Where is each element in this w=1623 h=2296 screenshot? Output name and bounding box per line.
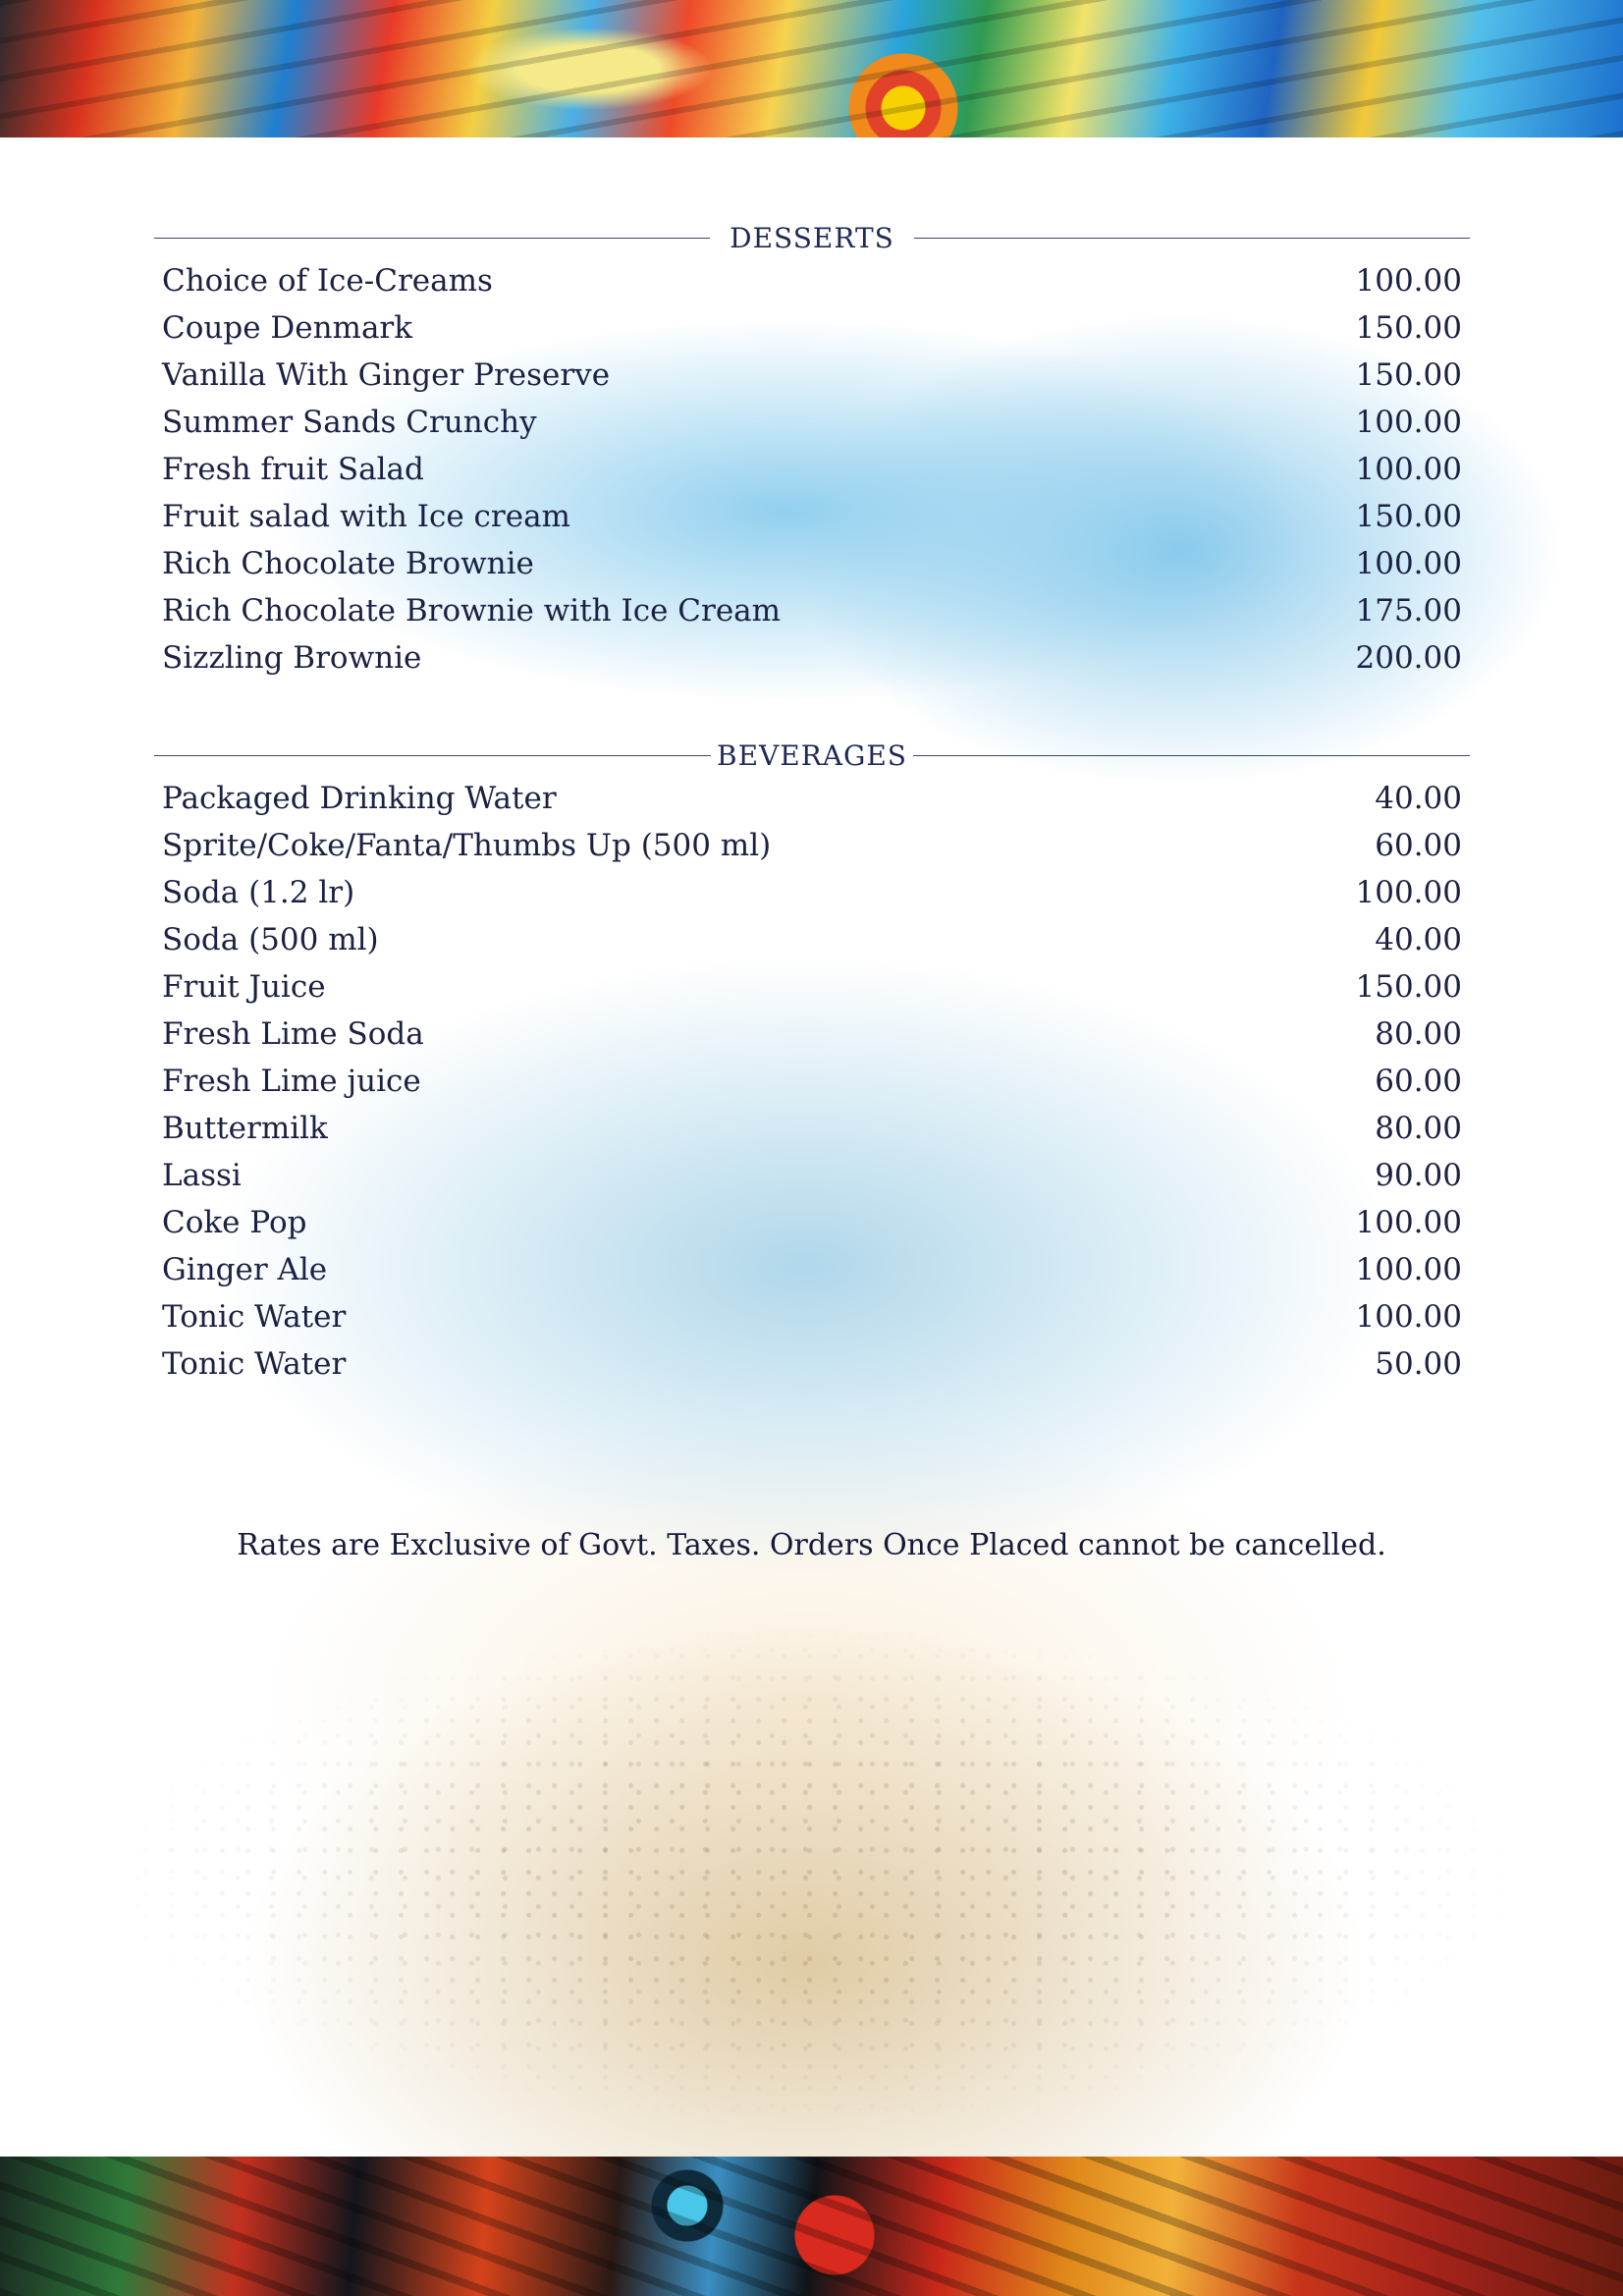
item-price: 90.00 — [1375, 1158, 1462, 1193]
menu-item — [154, 587, 1470, 634]
item-price: 100.00 — [1355, 546, 1462, 581]
item-price: 100.00 — [1355, 263, 1462, 299]
menu-item — [154, 1246, 1470, 1293]
menu-item — [154, 634, 1470, 682]
menu-item — [154, 1152, 1470, 1199]
item-name: Sprite/Coke/Fanta/Thumbs Up (500 ml) — [162, 828, 772, 863]
item-name: Packaged Drinking Water — [162, 781, 557, 816]
menu-item — [154, 1011, 1470, 1058]
item-name: Rich Chocolate Brownie — [162, 546, 534, 581]
item-name: Vanilla With Ginger Preserve — [162, 357, 611, 393]
item-price: 150.00 — [1355, 969, 1462, 1005]
item-name: Lassi — [162, 1158, 242, 1193]
item-name: Buttermilk — [162, 1111, 328, 1146]
menu-item — [154, 399, 1470, 446]
item-price: 80.00 — [1375, 1016, 1462, 1052]
item-name: Ginger Ale — [162, 1252, 328, 1287]
menu-item — [154, 916, 1470, 963]
menu-item — [154, 446, 1470, 493]
item-price: 60.00 — [1375, 828, 1462, 863]
item-price: 100.00 — [1355, 405, 1462, 440]
desserts-header — [154, 218, 1470, 257]
menu-item — [154, 257, 1470, 304]
tax-disclaimer: Rates are Exclusive of Govt. Taxes. Orders Once Placed cannot be cancelled. — [237, 1528, 1386, 1562]
item-price: 150.00 — [1355, 499, 1462, 534]
item-name: Fresh fruit Salad — [162, 452, 424, 487]
sand-texture — [118, 1630, 1512, 2121]
menu-item — [154, 540, 1470, 587]
beverages-list — [154, 775, 1470, 1388]
item-price: 100.00 — [1355, 875, 1462, 910]
item-name: Fresh Lime juice — [162, 1064, 421, 1099]
item-name: Tonic Water — [162, 1346, 347, 1382]
menu-item — [154, 1058, 1470, 1105]
menu-item — [154, 493, 1470, 540]
item-price: 40.00 — [1375, 781, 1462, 816]
desserts-section — [154, 218, 1470, 682]
item-price: 175.00 — [1355, 593, 1462, 629]
beverages-section — [154, 736, 1470, 1388]
divider-line — [154, 755, 711, 756]
item-price: 200.00 — [1355, 640, 1462, 676]
item-price: 50.00 — [1375, 1346, 1462, 1382]
decorative-art-band-bottom — [0, 2157, 1623, 2296]
menu-item — [154, 1340, 1470, 1388]
divider-line — [913, 755, 1470, 756]
item-price: 100.00 — [1355, 1299, 1462, 1335]
menu-item — [154, 352, 1470, 399]
menu-item — [154, 963, 1470, 1011]
item-price: 100.00 — [1355, 1205, 1462, 1240]
desserts-list — [154, 257, 1470, 682]
menu-item — [154, 869, 1470, 916]
menu-item — [154, 1199, 1470, 1246]
item-price: 80.00 — [1375, 1111, 1462, 1146]
item-name: Summer Sands Crunchy — [162, 405, 537, 440]
item-price: 150.00 — [1355, 357, 1462, 393]
menu-item — [154, 775, 1470, 822]
decorative-art-band-top — [0, 0, 1623, 137]
item-price: 60.00 — [1375, 1064, 1462, 1099]
item-name: Sizzling Brownie — [162, 640, 422, 676]
menu-item — [154, 1293, 1470, 1340]
item-price: 40.00 — [1375, 922, 1462, 957]
beverages-header — [154, 736, 1470, 775]
item-price: 100.00 — [1355, 452, 1462, 487]
item-price: 150.00 — [1355, 310, 1462, 346]
item-name: Fruit Juice — [162, 969, 326, 1005]
item-name: Tonic Water — [162, 1299, 347, 1335]
section-title: BEVERAGES — [717, 738, 907, 772]
item-name: Soda (1.2 lr) — [162, 875, 355, 910]
item-name: Soda (500 ml) — [162, 922, 379, 957]
item-name: Fresh Lime Soda — [162, 1016, 424, 1052]
section-title: DESSERTS — [730, 221, 894, 254]
menu-item — [154, 304, 1470, 352]
divider-line — [914, 238, 1470, 239]
item-price: 100.00 — [1355, 1252, 1462, 1287]
item-name: Choice of Ice-Creams — [162, 263, 493, 299]
item-name: Coupe Denmark — [162, 310, 413, 346]
menu-item — [154, 1105, 1470, 1152]
item-name: Coke Pop — [162, 1205, 307, 1240]
divider-line — [154, 238, 710, 239]
item-name: Rich Chocolate Brownie with Ice Cream — [162, 593, 782, 629]
item-name: Fruit salad with Ice cream — [162, 499, 570, 534]
menu-item — [154, 822, 1470, 869]
